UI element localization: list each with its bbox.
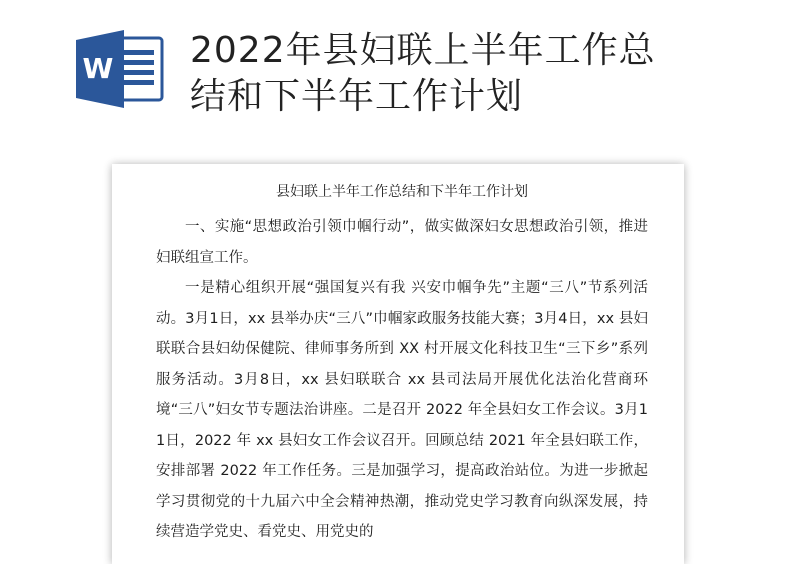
page-title-line-1: 2022年县妇联上半年工作总 [190, 30, 656, 71]
document-paragraph-1: 一、实施“思想政治引领巾帼行动”，做实做深妇女思想政治引领，推进妇联组宣工作。 [156, 219, 648, 266]
document-paragraph-2: 一是精心组织开展“强国复兴有我 兴安巾帼争先”主题“三八”节系列活动。3月1日，xx 县举办庆“三八”巾帼家政服务技能大赛；3月4日，xx 县妇联联合县妇幼保健院、律师事务所到 XX 村开展文化科技卫生“三下乡”系列服务活动。3月8日，xx 县妇联联合 xx 县司法局开展优化法治化营商环境“三八”妇女节专题法治讲座。二是召开 2022 年全县妇女工作会议。3月11日，2022 年 xx 县妇女工作会议召开。回顾总结 2021 年全县妇联工作，安排部署 2022 年工作任务。三是加强学习，提高政治站位。为进一步掀起学习贯彻党的十九届六中全会精神热潮，推动党史学习教育向纵深发展，持续营造学党史、看党史、用党史的 [156, 280, 648, 540]
word-doc-icon [74, 28, 166, 110]
document-title: 县妇联上半年工作总结和下半年工作计划 [276, 184, 528, 200]
word-letter: W [82, 52, 114, 85]
document-body [156, 182, 648, 548]
header [0, 0, 800, 160]
page-title [190, 28, 780, 120]
document-preview [112, 164, 684, 564]
page-title-line-2: 结和下半年工作计划 [190, 76, 524, 117]
